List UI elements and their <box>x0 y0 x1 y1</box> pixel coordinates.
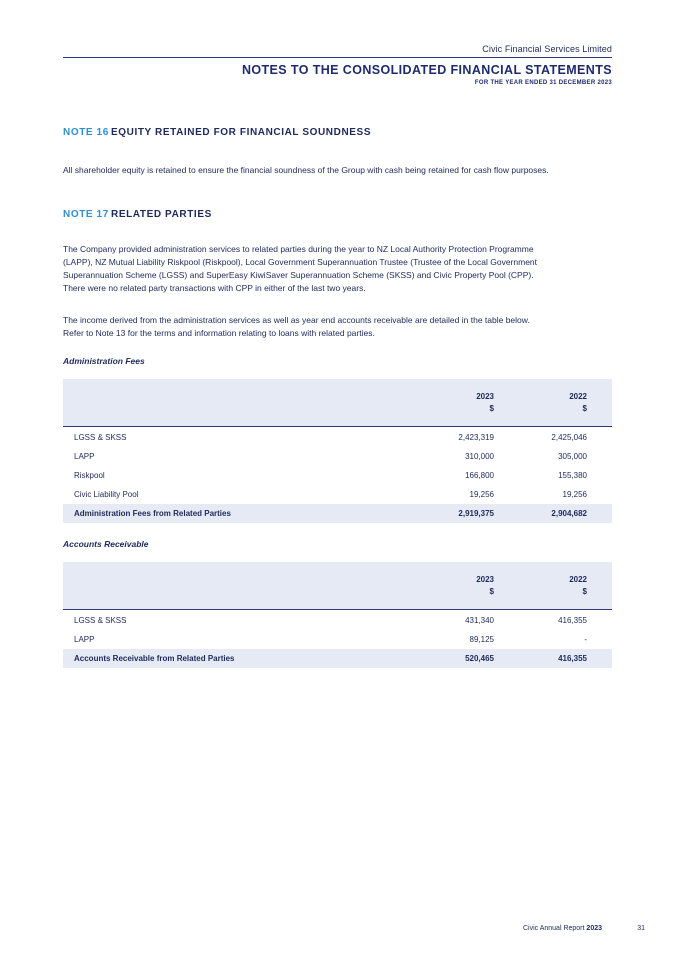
row-label: LAPP <box>74 635 95 644</box>
text-line: The Company provided administration services to related parties during the year to NZ Local Authority Protection Programme <box>63 244 534 254</box>
note-17-title: RELATED PARTIES <box>111 209 212 220</box>
total-2022: 2,904,682 <box>551 509 587 518</box>
admin-fees-table <box>63 379 612 523</box>
table-header <box>63 379 612 427</box>
column-unit: $ <box>582 404 587 413</box>
document-subtitle: FOR THE YEAR ENDED 31 DECEMBER 2023 <box>474 80 612 86</box>
value-2023: 2,423,319 <box>458 433 494 442</box>
value-2023: 310,000 <box>465 452 494 461</box>
table-total-row <box>63 504 612 523</box>
note-17-paragraph-1 <box>63 243 612 295</box>
text-line: Superannuation Scheme (LGSS) and SuperEasy KiwiSaver Superannuation Scheme (SKSS) and Civic Property Pool (CPP). <box>63 270 534 280</box>
note-17-number: NOTE 17 <box>63 209 109 220</box>
column-year: 2023 <box>476 575 494 584</box>
total-2023: 520,465 <box>465 654 494 663</box>
table-row <box>63 466 612 485</box>
row-label: Riskpool <box>74 471 105 480</box>
header-divider <box>63 57 612 58</box>
report-year: 2023 <box>586 925 602 932</box>
column-year: 2022 <box>569 575 587 584</box>
text-line: There were no related party transactions with CPP in either of the last two years. <box>63 283 366 293</box>
note-17-heading <box>63 209 212 220</box>
column-unit: $ <box>489 587 494 596</box>
table-row <box>63 428 612 447</box>
note-16-title: EQUITY RETAINED FOR FINANCIAL SOUNDNESS <box>111 127 372 138</box>
value-2022: 155,380 <box>558 471 587 480</box>
row-label: LGSS & SKSS <box>74 616 127 625</box>
column-header-2022 <box>569 391 587 415</box>
report-name: Civic Annual Report <box>522 925 585 932</box>
row-label: LAPP <box>74 452 95 461</box>
document-title: NOTES TO THE CONSOLIDATED FINANCIAL STATEMENTS <box>241 63 612 77</box>
value-2023: 431,340 <box>465 616 494 625</box>
company-name: Civic Financial Services Limited <box>482 44 612 54</box>
table-row <box>63 630 612 649</box>
value-2023: 89,125 <box>469 635 494 644</box>
total-label: Accounts Receivable from Related Parties <box>74 654 235 663</box>
value-2023: 19,256 <box>469 490 494 499</box>
value-2022: - <box>584 635 587 644</box>
value-2022: 19,256 <box>562 490 587 499</box>
footer-report-label <box>523 925 602 932</box>
admin-fees-caption: Administration Fees <box>63 356 145 366</box>
row-label: LGSS & SKSS <box>74 433 127 442</box>
column-header-2022 <box>569 574 587 598</box>
column-year: 2023 <box>476 392 494 401</box>
value-2022: 2,425,046 <box>551 433 587 442</box>
table-row <box>63 485 612 504</box>
total-2022: 416,355 <box>558 654 587 663</box>
column-header-2023 <box>476 391 494 415</box>
page-number: 31 <box>637 925 645 932</box>
row-label: Civic Liability Pool <box>74 490 139 499</box>
note-16-text: All shareholder equity is retained to ensure the financial soundness of the Group with cash being retained for cash flow purposes. <box>63 165 549 175</box>
accounts-receivable-caption: Accounts Receivable <box>63 539 149 549</box>
column-unit: $ <box>489 404 494 413</box>
accounts-receivable-table <box>63 562 612 668</box>
value-2022: 416,355 <box>558 616 587 625</box>
table-row <box>63 611 612 630</box>
value-2022: 305,000 <box>558 452 587 461</box>
table-header <box>63 562 612 610</box>
note-16-number: NOTE 16 <box>63 127 109 138</box>
note-17-paragraph-2 <box>63 314 612 340</box>
text-line: The income derived from the administration services as well as year end accounts receivable are detailed in the table below. <box>63 315 530 325</box>
column-unit: $ <box>582 587 587 596</box>
table-row <box>63 447 612 466</box>
total-label: Administration Fees from Related Parties <box>74 509 231 518</box>
text-line: Refer to Note 13 for the terms and information relating to loans with related parties. <box>63 328 375 338</box>
total-2023: 2,919,375 <box>458 509 494 518</box>
column-year: 2022 <box>569 392 587 401</box>
table-total-row <box>63 649 612 668</box>
note-16-heading <box>63 127 371 138</box>
column-header-2023 <box>476 574 494 598</box>
text-line: (LAPP), NZ Mutual Liability Riskpool (Riskpool), Local Government Superannuation Trustee (Trustee of the Local Government <box>63 257 538 267</box>
value-2023: 166,800 <box>465 471 494 480</box>
